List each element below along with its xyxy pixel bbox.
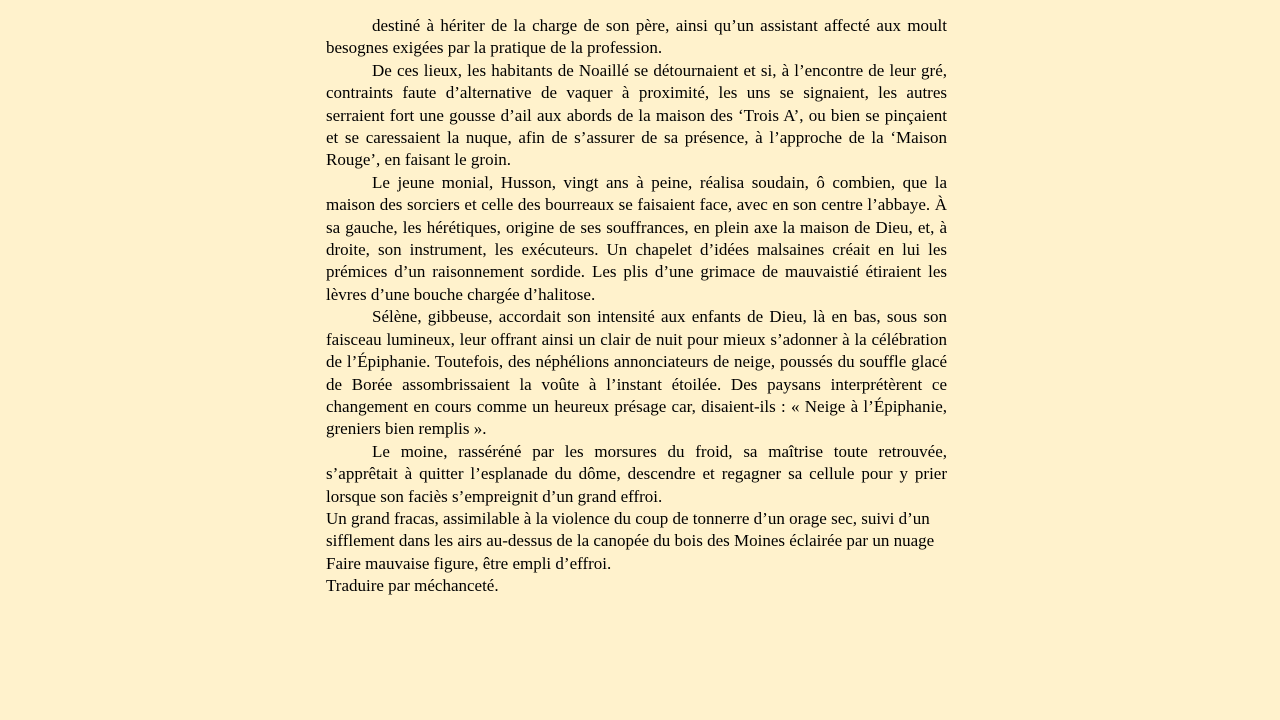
- paragraph-2: De ces lieux, les habitants de Noaillé se détournaient et si, à l’encontre de leur gré, contraints faute d’alternative de vaquer à proximité, les uns se signaient, les autres serraient fort une gousse d’ail aux abords de la maison des ‘Trois A’, ou bien se pinçaient et se caressaient la nuque, afin de s’assurer de sa présence, à l’approche de la ‘Maison Rouge’, en faisant le groin.: [326, 60, 947, 170]
- paragraph-1: destiné à hériter de la charge de son père, ainsi qu’un assistant affecté aux moult besognes exigées par la pratique de la profession.: [326, 16, 947, 58]
- text-body: [326, 15, 947, 598]
- paragraph-5: Le moine, rasséréné par les morsures du froid, sa maîtrise toute retrouvée, s’apprêtait à quitter l’esplanade du dôme, descendre et regagner sa cellule pour y prier lorsque son faciès s’empreignit d’un grand effroi.: [326, 441, 947, 506]
- paragraph-4: Sélène, gibbeuse, accordait son intensité aux enfants de Dieu, là en bas, sous son faisceau lumineux, leur offrant ainsi un clair de nuit pour mieux s’adonner à la célébration de l’Épiphanie. Toutefois, des néphélions annonciateurs de neige, poussés du souffle glacé de Borée assombrissaient la voûte à l’instant étoilée. Des paysans interprétèrent ce changement en cours comme un heureux présage car, disaient-ils : « Neige à l’Épiphanie, greniers bien remplis ».: [326, 307, 947, 439]
- footnote-1: Un grand fracas, assimilable à la violence du coup de tonnerre d’un orage sec, suivi d’un sifflement dans les airs au-dessus de la canopée du bois des Moines éclairée par un nuage Faire mauvaise figure, être empli d’effroi.: [326, 508, 935, 573]
- footnote-2: Traduire par méchanceté.: [326, 576, 499, 596]
- paragraph-3: Le jeune monial, Husson, vingt ans à peine, réalisa soudain, ô combien, que la maison des sorciers et celle des bourreaux se faisaient face, avec en son centre l’abbaye. À sa gauche, les hérétiques, origine de ses souffrances, en plein axe la maison de Dieu, et, à droite, son instrument, les exécuteurs. Un chapelet d’idées malsaines créait en lui les prémices d’un raisonnement sordide. Les plis d’une grimace de mauvaistié étiraient les lèvres d’une bouche chargée d’halitose.: [326, 172, 947, 304]
